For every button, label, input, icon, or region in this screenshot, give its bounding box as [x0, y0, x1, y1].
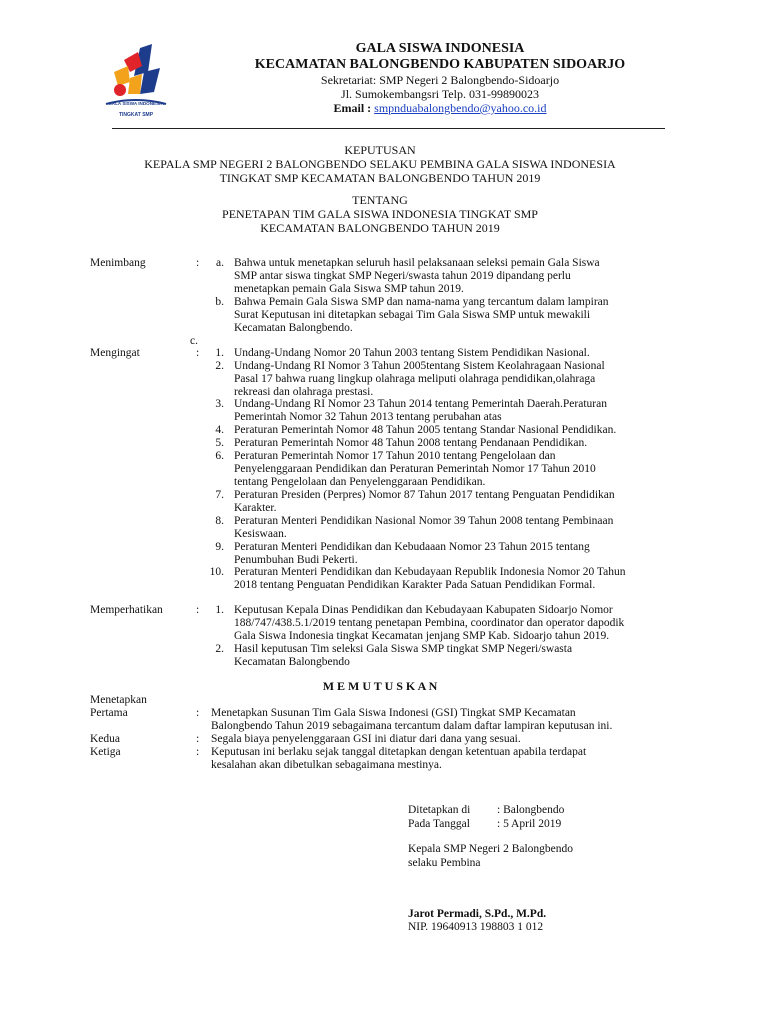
- header-divider: [112, 128, 665, 129]
- menimbang-item-b-line-3: Kecamatan Balongbendo.: [234, 322, 353, 334]
- mengingat-num-1: 1.: [215, 347, 224, 359]
- menimbang-colon: :: [196, 257, 200, 269]
- mengingat-item-8-line-1: Peraturan Menteri Pendidikan Nasional Nomor 39 Tahun 2008 tentang Pembinaan: [234, 515, 614, 527]
- title-tentang: TENTANG: [352, 193, 408, 207]
- mengingat-num-8: 8.: [215, 515, 224, 527]
- menimbang-item-a-line-3: menetapkan pemain Gala Siswa SMP tahun 2019.: [234, 283, 464, 295]
- mengingat-num-10: 10.: [209, 566, 224, 578]
- mengingat-item-10-line-2: 2018 tentang Penguatan Pendidikan Karakter Pada Satuan Pendidikan Formal.: [234, 579, 596, 591]
- title-line-2: KEPALA SMP NEGERI 2 BALONGBENDO SELAKU PEMBINA GALA SISWA INDONESIA: [144, 157, 616, 171]
- title-keputusan: KEPUTUSAN: [344, 143, 416, 157]
- mengingat-item-1-line-1: Undang-Undang Nomor 20 Tahun 2003 tentang Sistem Pendidikan Nasional.: [234, 347, 590, 359]
- header-title-2: KECAMATAN BALONGBENDO KABUPATEN SIDOARJO: [254, 57, 626, 72]
- mengingat-item-2-line-1: Undang-Undang RI Nomor 3 Tahun 2005tentang Sistem Keolahragaan Nasional: [234, 360, 605, 372]
- signature-name: Jarot Permadi, S.Pd., M.Pd.: [408, 908, 547, 920]
- decision-kedua-line-1: Segala biaya penyelenggaraan GSI ini diatur dari dana yang sesuai.: [211, 733, 521, 745]
- title-line-6: KECAMATAN BALONGBENDO TAHUN 2019: [260, 221, 500, 235]
- decision-pertama-colon: :: [196, 707, 200, 719]
- title-line-5: PENETAPAN TIM GALA SISWA INDONESIA TINGKAT SMP: [222, 207, 538, 221]
- mengingat-item-7-line-1: Peraturan Presiden (Perpres) Nomor 87 Tahun 2017 tentang Penguatan Pendidikan: [234, 489, 615, 501]
- mengingat-num-6: 6.: [215, 450, 224, 462]
- header-secretariat: Sekretariat: SMP Negeri 2 Balongbendo-Sidoarjo: [320, 73, 560, 87]
- mengingat-num-4: 4.: [215, 424, 224, 436]
- mengingat-item-5-line-1: Peraturan Pemerintah Nomor 48 Tahun 2008 tentang Pendanaan Pendidikan.: [234, 437, 588, 449]
- signature-nip: NIP. 19640913 198803 1 012: [408, 921, 544, 933]
- decision-menetapkan-label: Menetapkan: [90, 694, 147, 706]
- header-title-1: GALA SISWA INDONESIA: [355, 41, 525, 56]
- signature-place-value: : Balongbendo: [497, 804, 565, 816]
- memperhatikan-label: Memperhatikan: [90, 604, 163, 616]
- mengingat-num-9: 9.: [215, 541, 224, 553]
- mengingat-num-3: 3.: [215, 398, 224, 410]
- mengingat-num-2: 2.: [215, 360, 224, 372]
- title-line-3: TINGKAT SMP KECAMATAN BALONGBENDO TAHUN 2019: [219, 171, 541, 185]
- signature-date-label: Pada Tanggal: [408, 818, 470, 830]
- mengingat-item-9-line-2: Penumbuhan Budi Pekerti.: [234, 554, 358, 566]
- mengingat-item-2-line-2: Pasal 17 bahwa ruang lingkup olahraga meliputi olahraga pendidikan,olahraga: [234, 373, 596, 385]
- menimbang-num-c: c.: [190, 335, 198, 347]
- signature-place-label: Ditetapkan di: [408, 804, 471, 816]
- decision-ketiga-line-1: Keputusan ini berlaku sejak tanggal ditetapkan dengan ketentuan apabila terdapat: [211, 746, 587, 758]
- decision-kedua-label: Kedua: [90, 733, 121, 745]
- mengingat-item-10-line-1: Peraturan Menteri Pendidikan dan Kebudayaan Republik Indonesia Nomor 20 Tahun: [234, 566, 626, 578]
- memperhatikan-item-1-line-3: Gala Siswa Indonesia tingkat Kecamatan jenjang SMP Kab. Sidoarjo tahun 2019.: [234, 630, 610, 642]
- header-email-line: [215, 102, 665, 115]
- memutuskan-heading: M E M U T U S K A N: [322, 679, 438, 693]
- menimbang-label: Menimbang: [90, 257, 146, 269]
- mengingat-item-6-line-1: Peraturan Pemerintah Nomor 17 Tahun 2010 tentang Pengelolaan dan: [234, 450, 556, 462]
- memperhatikan-num-1: 1.: [215, 604, 224, 616]
- mengingat-item-3-line-1: Undang-Undang RI Nomor 23 Tahun 2014 tentang Pemerintah Daerah.Peraturan: [234, 398, 607, 410]
- decision-pertama-label: Pertama: [90, 707, 128, 719]
- memperhatikan-item-2-line-2: Kecamatan Balongbendo: [234, 656, 350, 668]
- mengingat-num-7: 7.: [215, 489, 224, 501]
- signature-role-2: selaku Pembina: [408, 857, 481, 869]
- mengingat-num-5: 5.: [215, 437, 224, 449]
- svg-text:TINGKAT SMP: TINGKAT SMP: [118, 112, 154, 118]
- menimbang-item-a-line-2: SMP antar siswa tingkat SMP Negeri/swasta tahun 2019 dipandang perlu: [234, 270, 571, 282]
- gsi-logo: [100, 42, 172, 124]
- decision-kedua-colon: :: [196, 733, 200, 745]
- memperhatikan-colon: :: [196, 604, 200, 616]
- decision-pertama-line-2: Balongbendo Tahun 2019 sebagaimana tercantum dalam daftar lampiran keputusan ini.: [211, 720, 613, 732]
- signature-role-1: Kepala SMP Negeri 2 Balongbendo: [408, 843, 574, 855]
- mengingat-item-6-line-2: Penyelenggaraan Pendidikan dan Peraturan Pemerintah Nomor 17 Tahun 2010: [234, 463, 596, 475]
- mengingat-item-3-line-2: Pemerintah Nomor 32 Tahun 2013 tentang perubahan atas: [234, 411, 502, 423]
- email-link[interactable]: smpnduabalongbendo@yahoo.co.id: [374, 101, 547, 115]
- menimbang-item-b-line-1: Bahwa Pemain Gala Siswa SMP dan nama-nama yang tercantum dalam lampiran: [234, 296, 609, 308]
- mengingat-item-7-line-2: Karakter.: [234, 502, 277, 514]
- decision-pertama-line-1: Menetapkan Susunan Tim Gala Siswa Indonesi (GSI) Tingkat SMP Kecamatan: [211, 707, 576, 719]
- decision-ketiga-colon: :: [196, 746, 200, 758]
- menimbang-item-b-line-2: Surat Keputusan ini ditetapkan sebagai Tim Gala Siswa SMP untuk mewakili: [234, 309, 591, 321]
- menimbang-item-a-line-1: Bahwa untuk menetapkan seluruh hasil pelaksanaan seleksi pemain Gala Siswa: [234, 257, 600, 269]
- menimbang-num-b: b.: [215, 296, 224, 308]
- menimbang-num-a: a.: [216, 257, 224, 269]
- svg-text:GALA SISWA INDONESIA: GALA SISWA INDONESIA: [108, 101, 164, 106]
- signature-date-value: : 5 April 2019: [497, 818, 562, 830]
- decision-ketiga-label: Ketiga: [90, 746, 121, 758]
- mengingat-item-2-line-3: rekreasi dan olahraga prestasi.: [234, 386, 374, 398]
- mengingat-item-6-line-3: tentang Pengelolaan dan Penyelenggaraan Pendidikan.: [234, 476, 486, 488]
- mengingat-item-9-line-1: Peraturan Menteri Pendidikan dan Kebudaaan Nomor 23 Tahun 2015 tentang: [234, 541, 590, 553]
- memperhatikan-num-2: 2.: [215, 643, 224, 655]
- memperhatikan-item-2-line-1: Hasil keputusan Tim seleksi Gala Siswa SMP tingkat SMP Negeri/swasta: [234, 643, 573, 655]
- mengingat-label: Mengingat: [90, 347, 140, 359]
- decision-ketiga-line-2: kesalahan akan dibetulkan sebagaimana mestinya.: [211, 759, 442, 771]
- memperhatikan-item-1-line-2: 188/747/438.5.1/2019 tentang penetapan Pembina, coordinator dan operator dapodik: [234, 617, 625, 629]
- mengingat-item-8-line-2: Kesiswaan.: [234, 528, 287, 540]
- header-address: Jl. Sumokembangsri Telp. 031-99890023: [341, 87, 539, 101]
- memperhatikan-item-1-line-1: Keputusan Kepala Dinas Pendidikan dan Kebudayaan Kabupaten Sidoarjo Nomor: [234, 604, 613, 616]
- mengingat-colon: :: [196, 347, 200, 359]
- mengingat-item-4-line-1: Peraturan Pemerintah Nomor 48 Tahun 2005 tentang Standar Nasional Pendidikan.: [234, 424, 617, 436]
- email-label: Email :: [333, 101, 372, 115]
